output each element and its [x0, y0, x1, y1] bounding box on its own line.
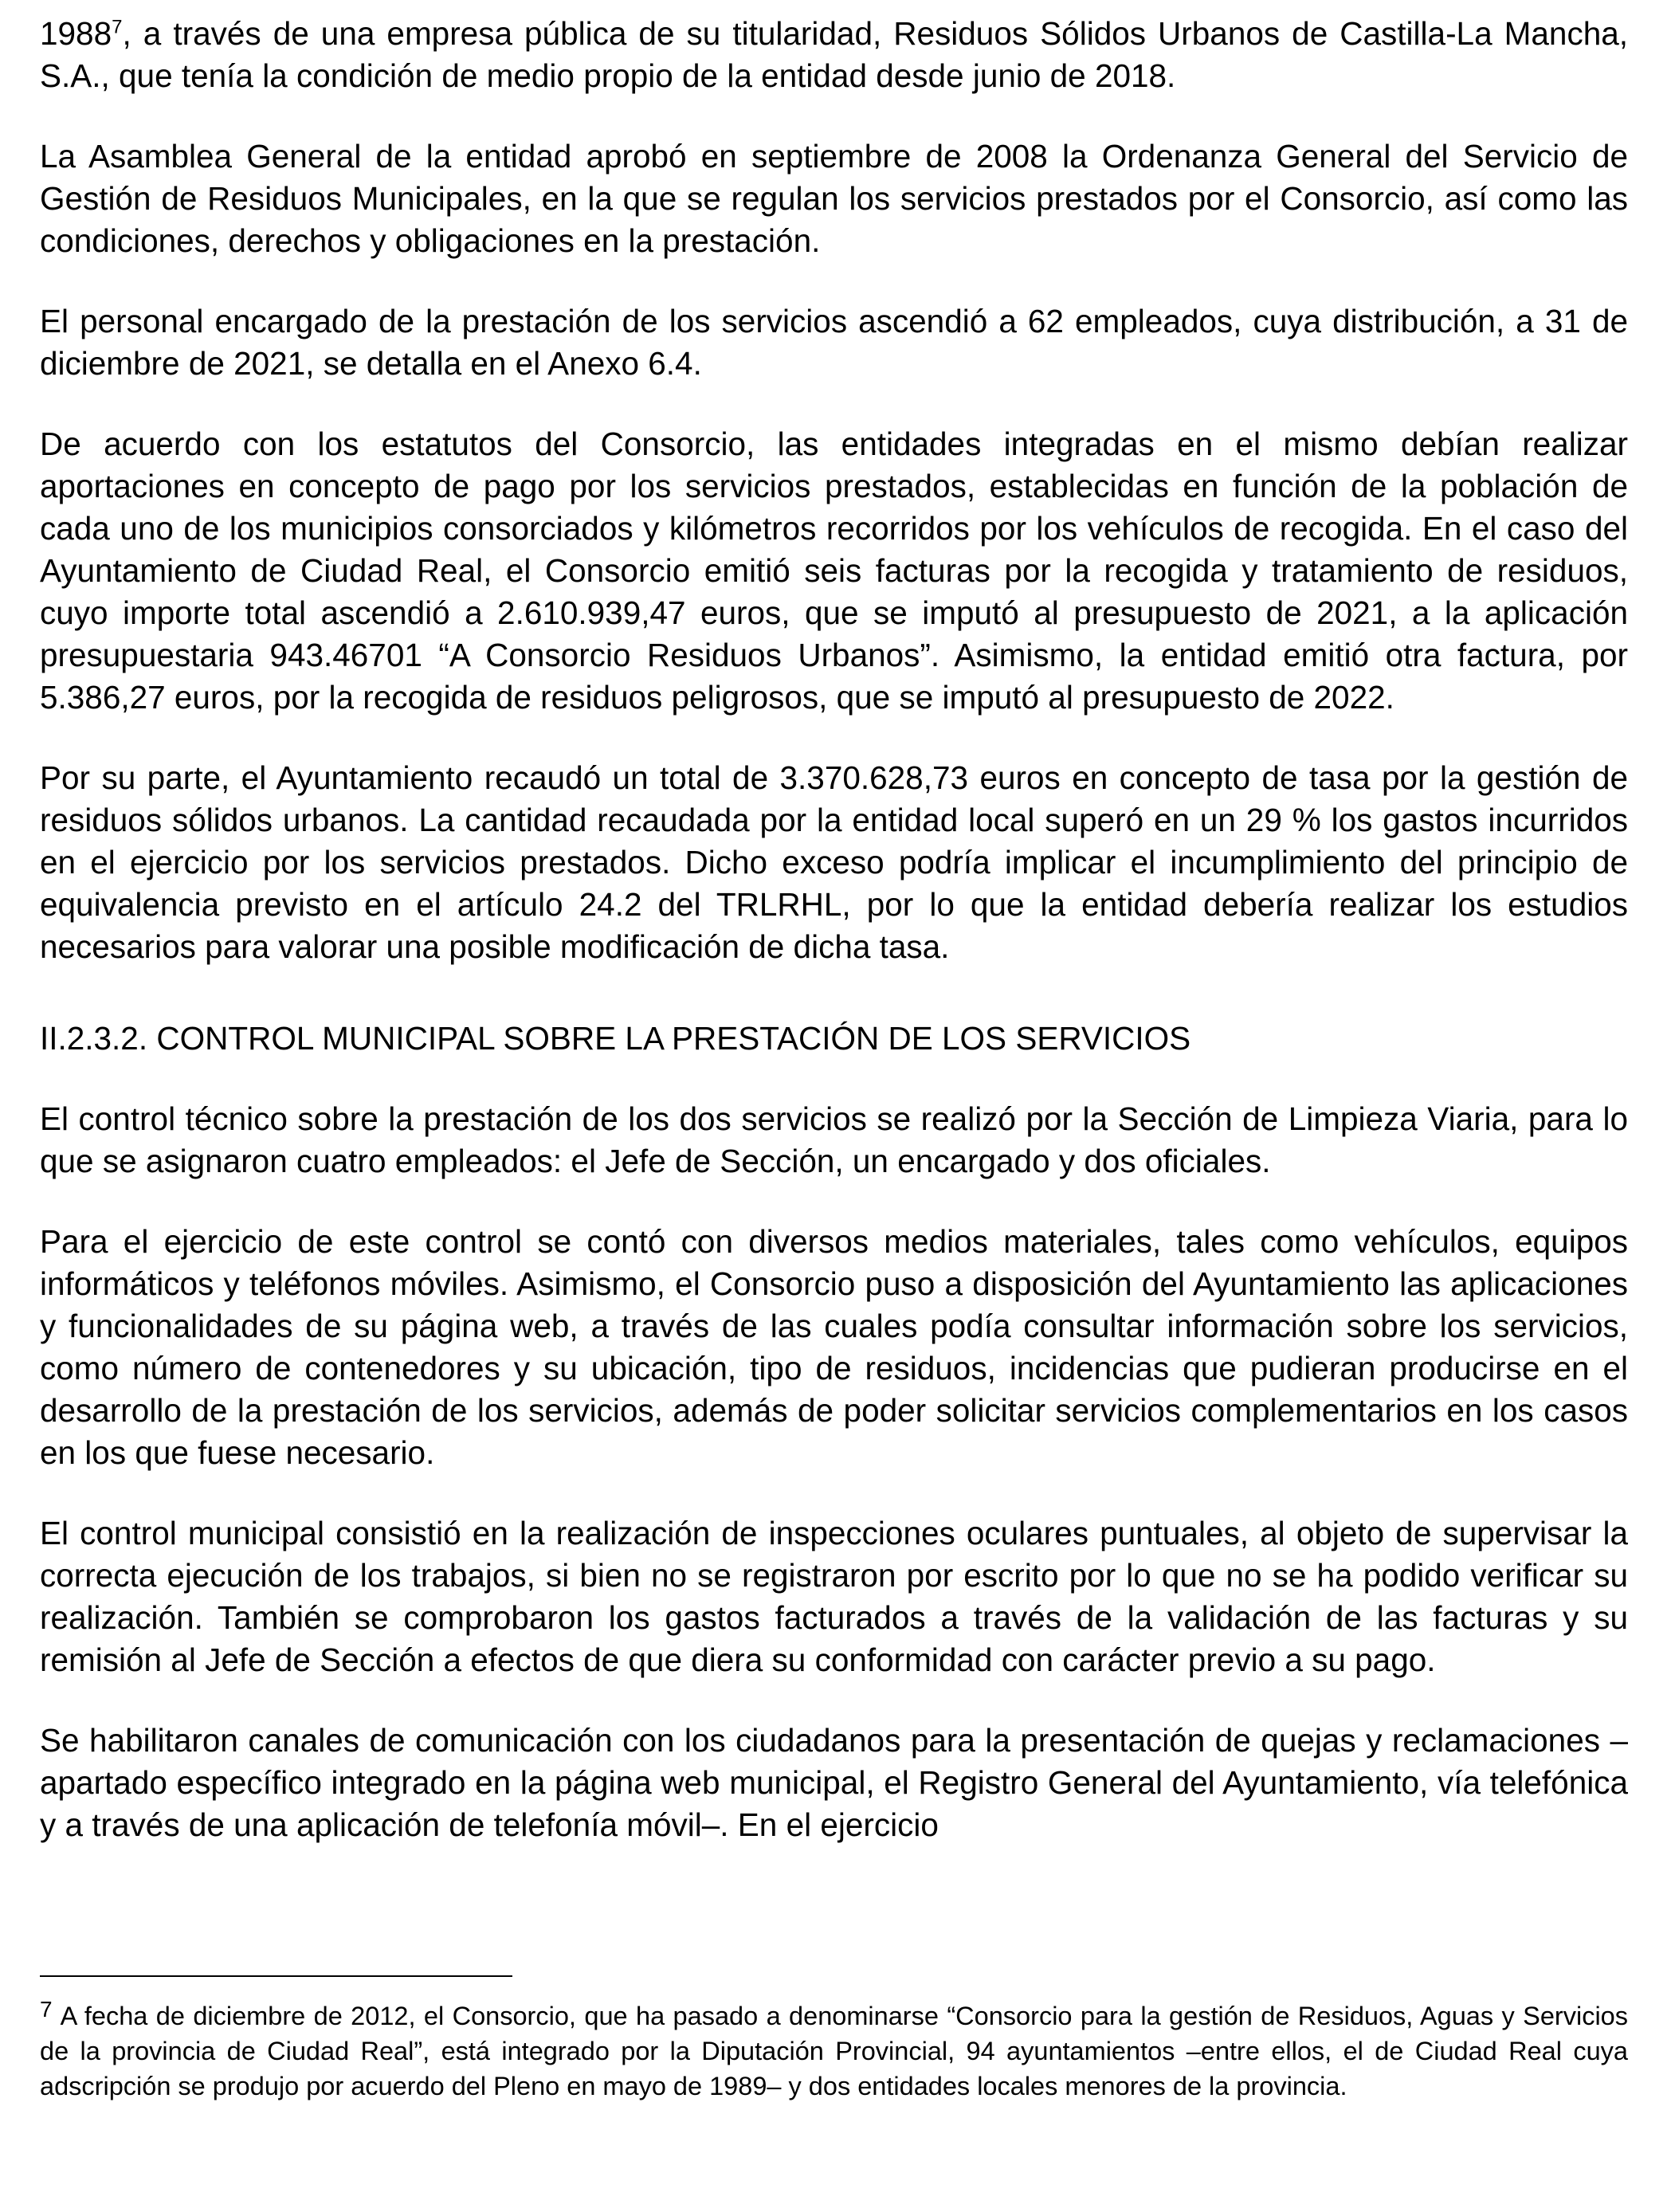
- footnote-reference[interactable]: 7: [112, 16, 123, 38]
- section-heading: II.2.3.2. CONTROL MUNICIPAL SOBRE LA PRESTACIÓN DE LOS SERVICIOS: [40, 1020, 1191, 1057]
- paragraph-1: [40, 13, 1628, 97]
- paragraph-5: Por su parte, el Ayuntamiento recaudó un total de 3.370.628,73 euros en concepto de tasa por la gestión de residuos sólidos urbanos. La cantidad recaudada por la entidad local superó en un 29 % los gastos incurridos en el ejercicio por los servicios prestados. Dicho exceso podría implicar el incumplimiento del principio de equivalencia previsto en el artículo 24.2 del TRLRHL, por lo que la entidad debería realizar los estudios necesarios para valorar una posible modificación de dicha tasa.: [40, 759, 1628, 965]
- paragraph-3: El personal encargado de la prestación de los servicios ascendió a 62 empleados, cuya distribución, a 31 de diciembre de 2021, se detalla en el Anexo 6.4.: [40, 303, 1628, 382]
- footnote-separator: [40, 1975, 512, 1977]
- footnote-text: A fecha de diciembre de 2012, el Consorcio, que ha pasado a denominarse “Consorcio para la gestión de Residuos, Aguas y Servicios de la provincia de Ciudad Real”, está integrado por la Diputación Provincial, 94 ayuntamientos –entre ellos, el de Ciudad Real cuya adscripción se produjo por acuerdo del Pleno en mayo de 1989– y dos entidades locales menores de la provincia.: [40, 2002, 1628, 2100]
- paragraph-1-start: 1988: [40, 15, 112, 52]
- paragraph-1-rest: , a través de una empresa pública de su titularidad, Residuos Sólidos Urbanos de Castilla-La Mancha, S.A., que tenía la condición de medio propio de la entidad desde junio de 2018.: [40, 15, 1628, 94]
- footnote: [40, 1998, 1628, 2104]
- paragraph-8: El control municipal consistió en la realización de inspecciones oculares puntuales, al objeto de supervisar la correcta ejecución de los trabajos, si bien no se registraron por escrito por lo que no se ha podido verificar su realización. También se comprobaron los gastos facturados a través de la validación de las facturas y su remisión al Jefe de Sección a efectos de que diera su conformidad con carácter previo a su pago.: [40, 1515, 1628, 1678]
- paragraph-6: El control técnico sobre la prestación de los dos servicios se realizó por la Sección de Limpieza Viaria, para lo que se asignaron cuatro empleados: el Jefe de Sección, un encargado y dos oficiales.: [40, 1100, 1628, 1179]
- paragraph-2: La Asamblea General de la entidad aprobó en septiembre de 2008 la Ordenanza General del Servicio de Gestión de Residuos Municipales, en la que se regulan los servicios prestados por el Consorcio, así como las condiciones, derechos y obligaciones en la prestación.: [40, 138, 1628, 259]
- footnote-mark: 7: [40, 1997, 53, 2022]
- paragraph-7: Para el ejercicio de este control se contó con diversos medios materiales, tales como vehículos, equipos informáticos y teléfonos móviles. Asimismo, el Consorcio puso a disposición del Ayuntamiento las aplicaciones y funcionalidades de su página web, a través de las cuales podía consultar información sobre los servicios, como número de contenedores y su ubicación, tipo de residuos, incidencias que pudieran producirse en el desarrollo de la prestación de los servicios, además de poder solicitar servicios complementarios en los casos en los que fuese necesario.: [40, 1223, 1628, 1471]
- paragraph-4: De acuerdo con los estatutos del Consorcio, las entidades integradas en el mismo debían realizar aportaciones en concepto de pago por los servicios prestados, establecidas en función de la población de cada uno de los municipios consorciados y kilómetros recorridos por los vehículos de recogida. En el caso del Ayuntamiento de Ciudad Real, el Consorcio emitió seis facturas por la recogida y tratamiento de residuos, cuyo importe total ascendió a 2.610.939,47 euros, que se imputó al presupuesto de 2021, a la aplicación presupuestaria 943.46701 “A Consorcio Residuos Urbanos”. Asimismo, la entidad emitió otra factura, por 5.386,27 euros, por la recogida de residuos peligrosos, que se imputó al presupuesto de 2022.: [40, 426, 1628, 716]
- paragraph-9: Se habilitaron canales de comunicación con los ciudadanos para la presentación de quejas y reclamaciones –apartado específico integrado en la página web municipal, el Registro General del Ayuntamiento, vía telefónica y a través de una aplicación de telefonía móvil–. En el ejercicio: [40, 1722, 1628, 1843]
- document-body: [40, 13, 1628, 1885]
